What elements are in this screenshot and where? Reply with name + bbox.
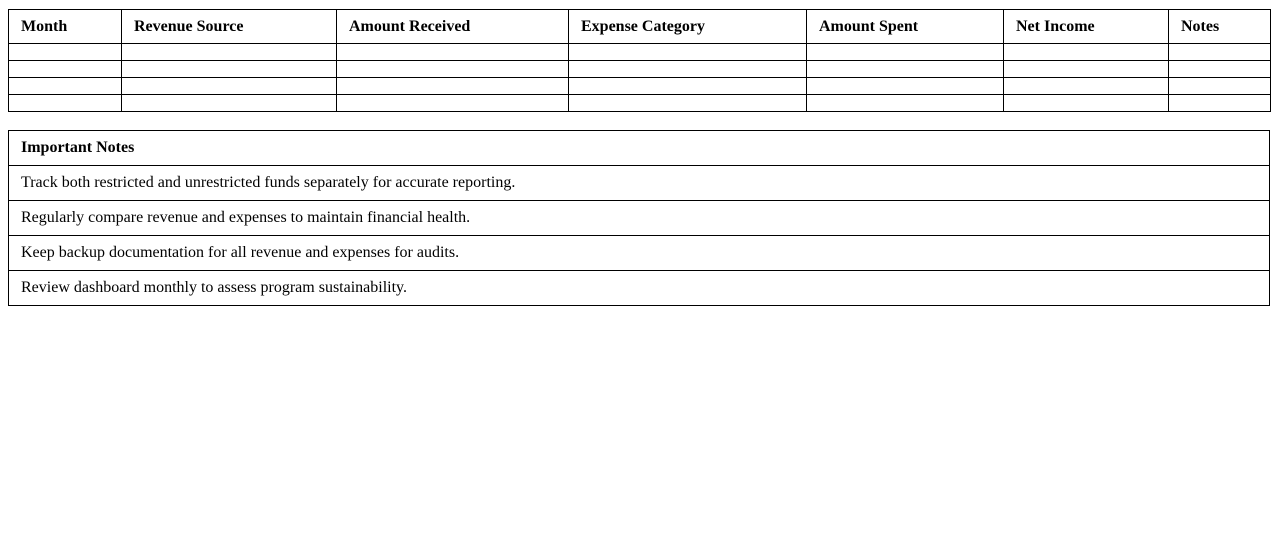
table-row [9, 95, 1271, 112]
column-header-expense-category: Expense Category [569, 10, 807, 44]
note-item: Regularly compare revenue and expenses to maintain financial health. [9, 201, 1270, 236]
table-cell[interactable] [807, 44, 1004, 61]
table-cell[interactable] [807, 95, 1004, 112]
table-cell[interactable] [1004, 78, 1169, 95]
table-cell[interactable] [569, 44, 807, 61]
table-cell[interactable] [807, 78, 1004, 95]
note-row [9, 271, 1270, 306]
table-cell[interactable] [569, 61, 807, 78]
table-cell[interactable] [9, 95, 122, 112]
table-cell[interactable] [1169, 95, 1271, 112]
table-cell[interactable] [122, 78, 337, 95]
table-cell[interactable] [1169, 44, 1271, 61]
table-cell[interactable] [9, 78, 122, 95]
column-header-amount-received: Amount Received [337, 10, 569, 44]
note-item: Keep backup documentation for all revenue and expenses for audits. [9, 236, 1270, 271]
table-cell[interactable] [9, 61, 122, 78]
table-cell[interactable] [1169, 61, 1271, 78]
table-row [9, 44, 1271, 61]
table-cell[interactable] [122, 61, 337, 78]
note-row [9, 166, 1270, 201]
table-cell[interactable] [337, 78, 569, 95]
table-cell[interactable] [122, 44, 337, 61]
table-header-row [9, 10, 1271, 44]
note-row [9, 236, 1270, 271]
table-row [9, 78, 1271, 95]
table-cell[interactable] [9, 44, 122, 61]
column-header-revenue-source: Revenue Source [122, 10, 337, 44]
table-cell[interactable] [807, 61, 1004, 78]
table-row [9, 61, 1271, 78]
table-cell[interactable] [337, 44, 569, 61]
column-header-notes: Notes [1169, 10, 1271, 44]
column-header-month: Month [9, 10, 122, 44]
notes-header-row [9, 131, 1270, 166]
finance-table [8, 9, 1271, 112]
table-cell[interactable] [337, 95, 569, 112]
table-cell[interactable] [122, 95, 337, 112]
table-cell[interactable] [569, 78, 807, 95]
note-row [9, 201, 1270, 236]
table-cell[interactable] [337, 61, 569, 78]
important-notes-table [8, 130, 1270, 306]
table-cell[interactable] [1004, 95, 1169, 112]
table-cell[interactable] [1004, 44, 1169, 61]
table-cell[interactable] [1004, 61, 1169, 78]
column-header-net-income: Net Income [1004, 10, 1169, 44]
column-header-amount-spent: Amount Spent [807, 10, 1004, 44]
note-item: Review dashboard monthly to assess program sustainability. [9, 271, 1270, 306]
note-item: Track both restricted and unrestricted funds separately for accurate reporting. [9, 166, 1270, 201]
table-cell[interactable] [1169, 78, 1271, 95]
notes-title: Important Notes [9, 131, 1270, 166]
table-cell[interactable] [569, 95, 807, 112]
